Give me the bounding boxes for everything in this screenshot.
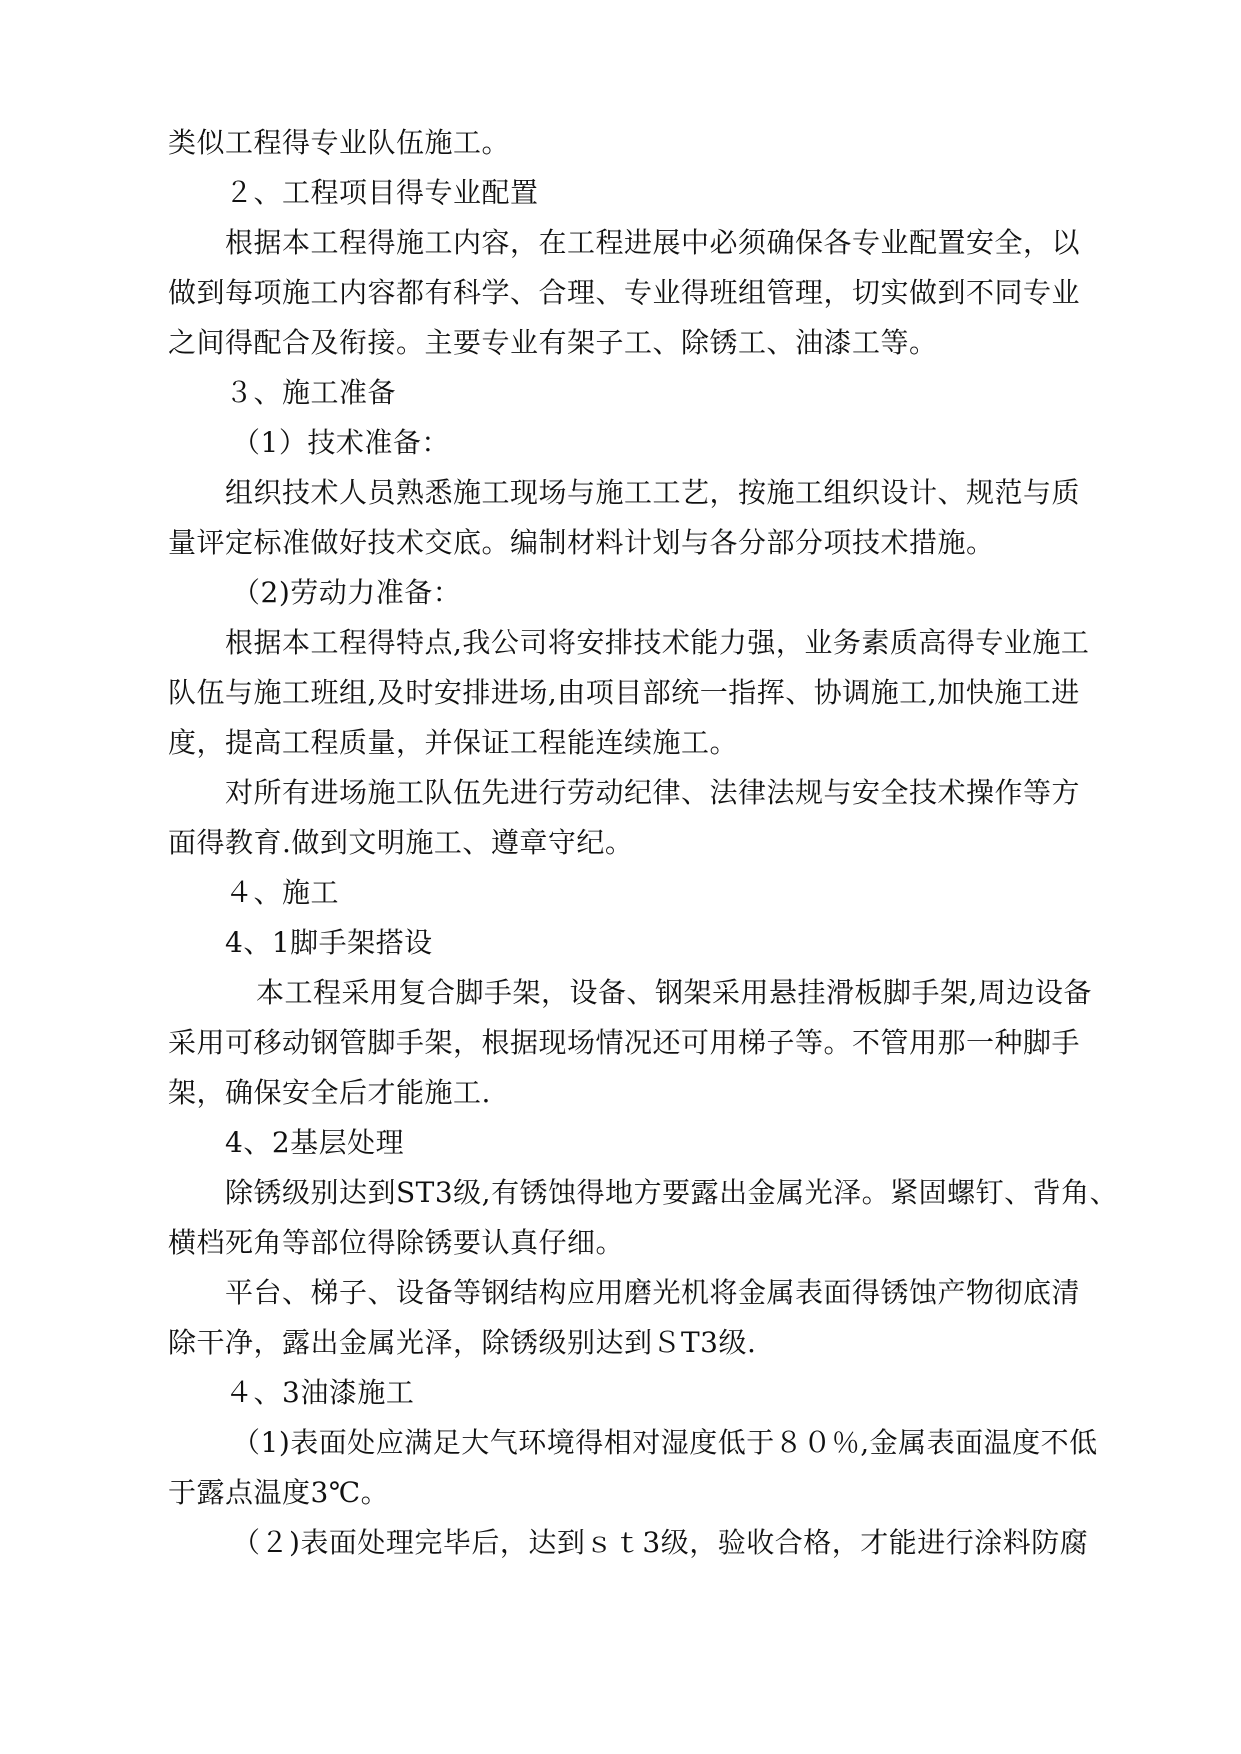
section-heading: ３、施工准备: [225, 376, 397, 409]
text-line: （２)表面处理完毕后，达到ｓｔ3级，验收合格，才能进行涂料防腐: [232, 1526, 1089, 1559]
text-line: 量评定标准做好技术交底。编制材料计划与各分部分项技术措施。: [168, 526, 995, 559]
subsection-heading: （2)劳动力准备：: [232, 576, 462, 609]
subsection-heading: （1）技术准备：: [232, 426, 450, 459]
text-line: 队伍与施工班组,及时安排进场,由项目部统一指挥、协调施工,加快施工进: [168, 676, 1080, 709]
text-line: 做到每项施工内容都有科学、合理、专业得班组管理，切实做到不同专业: [168, 276, 1081, 309]
text-line: 于露点温度3℃。: [168, 1476, 390, 1509]
text-line: （1)表面处应满足大气环境得相对湿度低于８０％,金属表面温度不低: [232, 1426, 1098, 1459]
text-line: 度，提高工程质量，并保证工程能连续施工。: [168, 726, 739, 759]
subsection-heading: 4、1脚手架搭设: [225, 926, 433, 959]
text-line: 组织技术人员熟悉施工现场与施工工艺，按施工组织设计、规范与质: [225, 476, 1081, 509]
text-line: 类似工程得专业队伍施工。: [168, 126, 511, 159]
text-line: 架，确保安全后才能施工.: [168, 1076, 491, 1109]
text-line: 横档死角等部位得除锈要认真仔细。: [168, 1226, 625, 1259]
text-line: 根据本工程得施工内容，在工程进展中必须确保各专业配置安全，以: [225, 226, 1081, 259]
text-line: 除锈级别达到ST3级,有锈蚀得地方要露出金属光泽。紧固螺钉、背角、: [225, 1176, 1119, 1209]
section-heading: ２、工程项目得专业配置: [225, 176, 539, 209]
text-line: 平台、梯子、设备等钢结构应用磨光机将金属表面得锈蚀产物彻底清: [225, 1276, 1081, 1309]
subsection-heading: 4、2基层处理: [225, 1126, 405, 1159]
text-line: 面得教育.做到文明施工、遵章守纪。: [168, 826, 634, 859]
text-line: 之间得配合及衔接。主要专业有架子工、除锈工、油漆工等。: [168, 326, 938, 359]
subsection-heading: ４、3油漆施工: [225, 1376, 415, 1409]
text-line: 根据本工程得特点,我公司将安排技术能力强，业务素质高得专业施工: [225, 626, 1090, 659]
text-line: 除干净，露出金属光泽，除锈级别达到ＳT3级.: [168, 1326, 757, 1359]
text-line: 对所有进场施工队伍先进行劳动纪律、法律法规与安全技术操作等方: [225, 776, 1081, 809]
text-line: 本工程采用复合脚手架，设备、钢架采用悬挂滑板脚手架,周边设备: [256, 976, 1092, 1009]
section-heading: ４、施工: [225, 876, 340, 909]
text-line: 采用可移动钢管脚手架，根据现场情况还可用梯子等。不管用那一种脚手: [168, 1026, 1081, 1059]
